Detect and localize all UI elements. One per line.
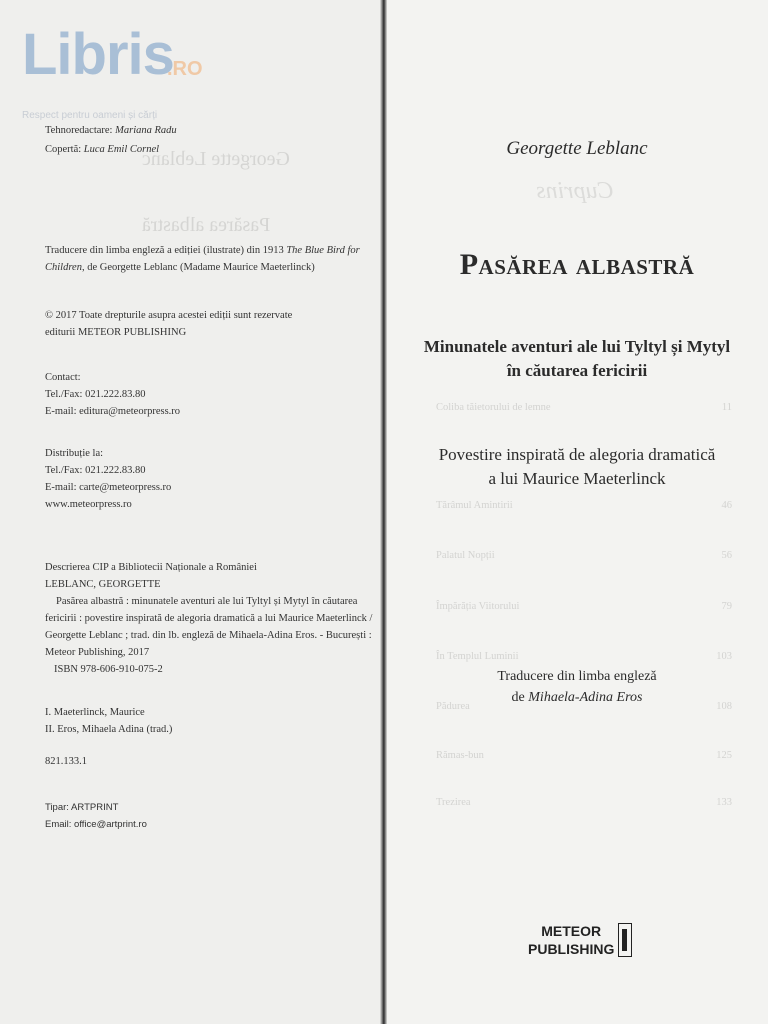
contact-heading: Contact: [45,372,81,383]
translation-credit-line-1: Traducere din limba engleză [497,669,657,684]
show-through-toc-heading: Cuprins [536,178,614,204]
show-through-toc-entry: În Templul Luminii 103 [436,651,732,662]
book-subtitle-line-2: în căutarea fericirii [506,361,648,380]
show-through-toc-entry: Trezirea 133 [436,797,732,808]
show-through-author: Georgette Leblanc [142,148,290,170]
cip-index-entry: II. Eros, Mihaela Adina (trad.) [45,724,173,735]
publisher-logo [528,922,632,958]
contact-email: E-mail: editura@meteorpress.ro [45,406,181,417]
translator-name: Mihaela-Adina Eros [528,690,643,705]
contact-phone: Tel./Fax: 021.222.83.80 [45,389,146,400]
cip-classification: 821.133.1 [45,756,87,767]
distribution-heading: Distribuție la: [45,448,104,459]
cip-author: LEBLANC, GEORGETTE [45,579,161,590]
distribution-website: www.meteorpress.ro [45,499,132,510]
credit-typesetting: Tehnoredactare: Mariana Radu [45,125,177,136]
show-through-toc-entry: Pădurea 108 [436,701,732,712]
cip-line: Meteor Publishing, 2017 [45,647,150,658]
book-description-line-1: Povestire inspirată de alegoria dramatică [438,445,716,464]
credit-cover: Copertă: Luca Emil Cornel [45,144,160,155]
cip-line: fericirii : povestire inspirată de alegoria dramatică a lui Maurice Maeterlinck / [45,613,373,624]
show-through-toc-entry: Coliba tăietorului de lemne 11 [436,402,732,413]
cip-line: Georgette Leblanc ; trad. din lb. engleză de Mihaela-Adina Eros. - București : [45,630,372,641]
translation-note-line-1: Traducere din limba engleză a ediției (ilustrate) din 1913 The Blue Bird for [45,245,360,256]
show-through-toc-entry: Împărăția Viitorului 79 [436,601,732,612]
cip-index-entry: I. Maeterlinck, Maurice [45,707,145,718]
show-through-title: Pasărea albastră [142,214,271,236]
logo-text: Libris [22,22,174,87]
libris-watermark-logo [22,22,203,121]
logo-suffix: .RO [167,58,203,80]
translation-note-line-2: Children, de Georgette Leblanc (Madame Maurice Maeterlinck) [45,262,315,273]
logo-tagline: Respect pentru oameni și cărți [22,110,158,121]
translation-credit-line-2: de Mihaela-Adina Eros [511,690,643,705]
distribution-phone: Tel./Fax: 021.222.83.80 [45,465,146,476]
show-through-toc-entry: Tărâmul Amintirii 46 [436,500,732,511]
copyright-line: editurii METEOR PUBLISHING [45,327,187,338]
book-author: Georgette Leblanc [506,138,648,159]
book-title: Pasărea albastră [459,248,695,281]
book-description-line-2: a lui Maurice Maeterlinck [488,469,666,488]
cip-heading: Descrierea CIP a Bibliotecii Naționale a României [45,562,257,573]
cip-line: Pasărea albastră : minunatele aventuri ale lui Tyltyl și Mytyl în căutarea [56,596,358,607]
distribution-email: E-mail: carte@meteorpress.ro [45,482,172,493]
publisher-mark-icon [618,923,632,957]
printer-name: Tipar: ARTPRINT [45,802,119,813]
publisher-name: METEOR PUBLISHING [528,923,615,957]
cip-isbn: ISBN 978-606-910-075-2 [54,664,163,675]
book-subtitle-line-1: Minunatele aventuri ale lui Tyltyl și Mytyl [423,337,731,356]
show-through-toc-entry: Palatul Nopții 56 [436,550,732,561]
show-through-toc-entry: Rămas-bun 125 [436,750,732,761]
copyright-line: © 2017 Toate drepturile asupra acestei ediții sunt rezervate [45,310,293,321]
printer-email: Email: office@artprint.ro [45,819,147,830]
